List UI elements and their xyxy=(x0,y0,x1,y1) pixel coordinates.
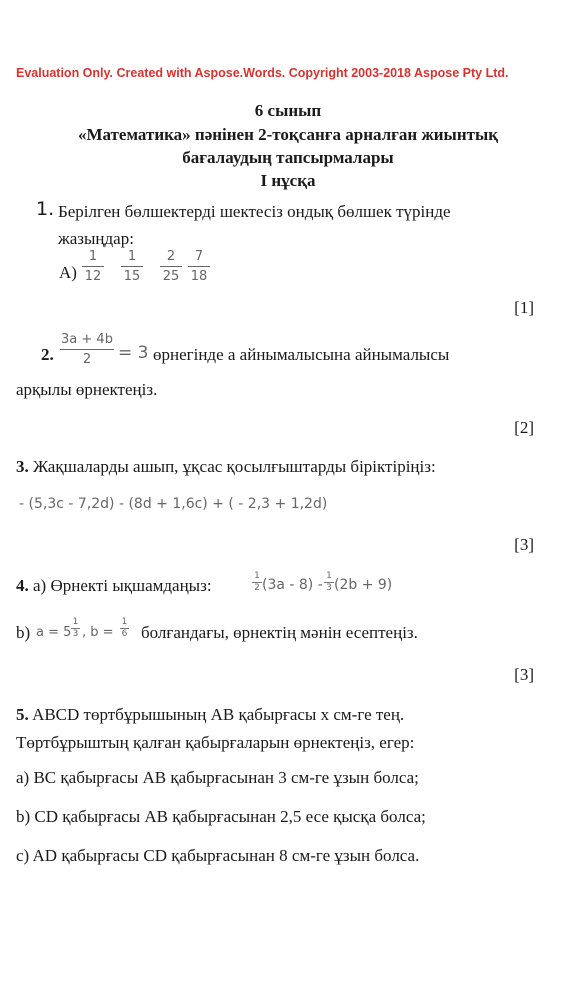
task1-number: 1. xyxy=(36,198,55,220)
fraction-bar xyxy=(188,266,210,267)
task1-fraction-1 xyxy=(82,250,104,284)
task3-text: Жақшаларды ашып, ұқсас қосылғыштарды біріктіріңіз: xyxy=(33,457,436,476)
task4-number: 4. xyxy=(16,576,29,595)
task2-text-line1: өрнегінде a айнымалысына айнымалысы xyxy=(153,345,450,364)
task4-a-part1: (3a - 8) - xyxy=(262,577,323,593)
task2-number: 2. xyxy=(41,345,54,364)
watermark-text: Evaluation Only. Created with Aspose.Words. Copyright 2003-2018 Aspose Pty Ltd. xyxy=(16,66,509,80)
task1-text-line1: Берілген бөлшектерді шектесіз ондық бөлшек түрінде xyxy=(58,202,451,221)
task5-item-a: а) BC қабырғасы AB қабырғасынан 3 см-ге ұзын болса; xyxy=(16,768,419,787)
fraction-numerator: 7 xyxy=(194,249,204,264)
fraction-denominator: 6 xyxy=(121,629,128,639)
fraction-numerator: 1 xyxy=(72,617,79,627)
subject-heading-line2: бағалаудың тапсырмалары xyxy=(182,148,394,167)
task1-score: [1] xyxy=(514,298,534,317)
task4-a-fraction-2 xyxy=(324,572,334,593)
fraction-numerator: 1 xyxy=(127,249,137,264)
task5-line1 xyxy=(16,705,404,725)
task5-text-line1: ABCD төртбұрышының AB қабырғасы x см-ге тең. xyxy=(32,705,405,724)
fraction-numerator: 1 xyxy=(121,617,128,627)
fraction-numerator: 1 xyxy=(88,249,98,264)
task5-item-c: c) AD қабырғасы CD қабырғасынан 8 см-ге ұзын болса. xyxy=(16,846,420,865)
task4-b-text: болғандағы, өрнектің мәнін есептеңіз. xyxy=(141,623,418,642)
fraction-denominator: 3 xyxy=(326,583,332,593)
task1-text-line2: жазыңдар: xyxy=(58,229,134,248)
task2-equals: = 3 xyxy=(118,343,149,363)
fraction-denominator: 12 xyxy=(84,269,102,284)
task1-prefix: А) xyxy=(59,263,77,282)
subject-heading-line1: «Математика» пәнінен 2-тоқсанға арналған жиынтық xyxy=(77,125,499,144)
fraction-denominator: 3 xyxy=(72,629,79,639)
task4-b-b-value: , b = xyxy=(82,625,114,640)
variant-heading: І нұсқа xyxy=(260,171,316,190)
fraction-bar xyxy=(160,266,182,267)
fraction-bar xyxy=(121,266,143,267)
task2-fraction xyxy=(60,333,114,367)
fraction-denominator: 2 xyxy=(254,583,260,593)
task3-expression: - (5,3c - 7,2d) - (8d + 1,6c) + ( - 2,3 + 1,2d) xyxy=(19,496,328,512)
task4-a-part2: (2b + 9) xyxy=(334,577,393,593)
grade-heading: 6 сынып xyxy=(254,101,322,120)
task3-number: 3. xyxy=(16,457,29,476)
task2-text-line2: арқылы өрнектеңіз. xyxy=(16,380,158,399)
fraction-bar xyxy=(60,349,114,350)
task3-score: [3] xyxy=(514,535,534,554)
task1-fraction-4 xyxy=(188,250,210,284)
fraction-numerator: 1 xyxy=(326,571,332,581)
task5-text-line2: Төртбұрыштың қалған қабырғаларын өрнектеңіз, егер: xyxy=(16,733,415,752)
fraction-denominator: 18 xyxy=(190,269,208,284)
task4-b-a-fraction xyxy=(71,618,80,639)
task4-a-label: а) Өрнекті ықшамдаңыз: xyxy=(33,576,212,595)
fraction-numerator: 2 xyxy=(166,249,176,264)
fraction-numerator: 1 xyxy=(254,571,260,581)
fraction-denominator: 2 xyxy=(82,352,92,367)
task4-a-fraction-1 xyxy=(252,572,262,593)
fraction-denominator: 15 xyxy=(123,269,141,284)
task4-b-a-value: a = 5 xyxy=(36,625,72,640)
fraction-numerator: 3a + 4b xyxy=(61,332,113,347)
task1-fraction-3 xyxy=(160,250,182,284)
task1-fraction-2 xyxy=(121,250,143,284)
task4-a-line xyxy=(16,576,212,596)
fraction-denominator: 25 xyxy=(162,269,180,284)
task4-score: [3] xyxy=(514,665,534,684)
task4-b-label: b) xyxy=(16,623,31,642)
fraction-bar xyxy=(82,266,104,267)
task2-score: [2] xyxy=(514,418,534,437)
task3-line xyxy=(16,457,436,477)
task5-item-b: b) CD қабырғасы AB қабырғасынан 2,5 есе қысқа болса; xyxy=(16,807,426,826)
task5-number: 5. xyxy=(16,705,29,724)
task4-b-b-fraction xyxy=(120,618,129,639)
